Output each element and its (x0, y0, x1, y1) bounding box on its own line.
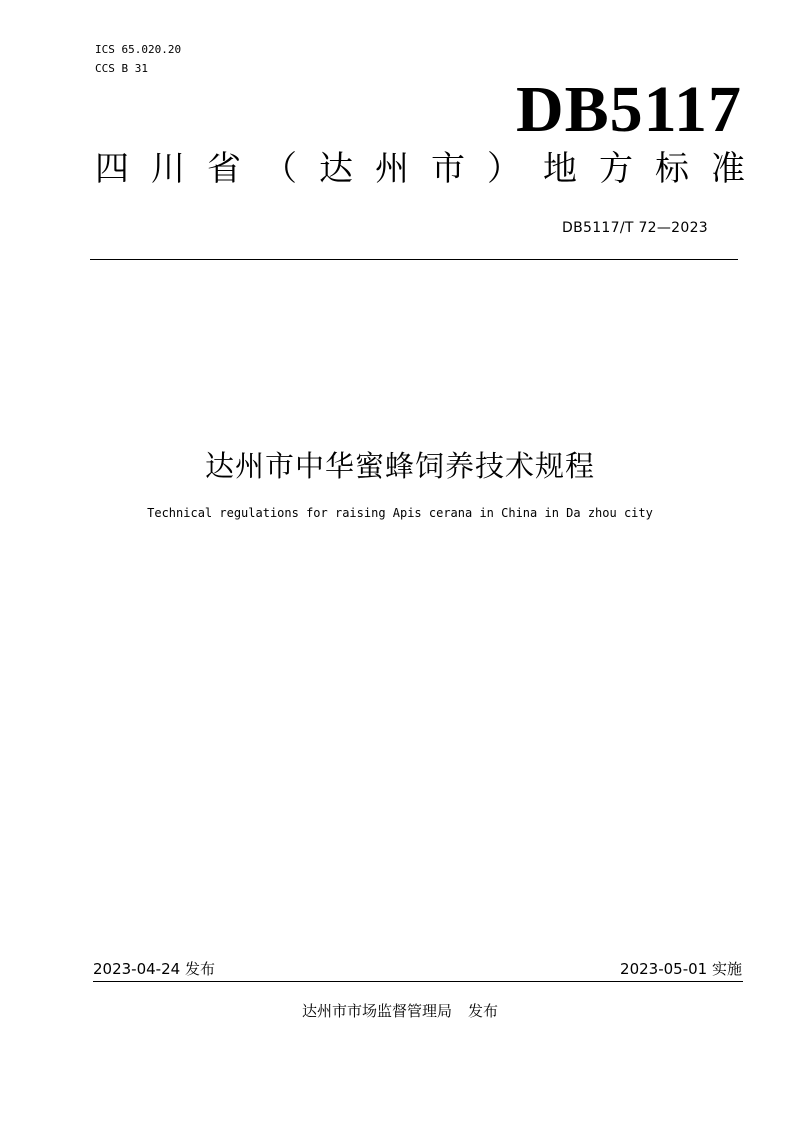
issuer-line (0, 1000, 800, 1022)
title-char: 川 (151, 149, 185, 189)
issuer-name: 达州市市场监督管理局 (301, 1002, 452, 1020)
standard-category-title (95, 146, 745, 192)
title-char: ） (487, 149, 521, 189)
publish-date: 2023-04-24 发布 (93, 960, 215, 978)
document-subtitle: Technical regulations for raising Apis cerana in China in Da zhou city (147, 506, 653, 520)
title-char: 四 (95, 149, 129, 189)
db-logo: DB5117 (515, 73, 742, 146)
title-char: 标 (655, 149, 689, 189)
title-char: 州 (375, 149, 409, 189)
title-char: 准 (711, 149, 745, 189)
standard-number: DB5117/T 72—2023 (562, 220, 708, 236)
title-char: 市 (431, 149, 465, 189)
bottom-divider (93, 981, 743, 982)
document-title: 达州市中华蜜蜂饲养技术规程 (204, 449, 595, 483)
title-char: 方 (599, 149, 633, 189)
ics-code: ICS 65.020.20 (95, 43, 182, 56)
title-char: （ (263, 149, 297, 189)
ccs-code: CCS B 31 (95, 62, 148, 75)
effective-date: 2023-05-01 实施 (620, 960, 742, 978)
title-char: 省 (207, 149, 241, 189)
title-char: 地 (543, 149, 577, 189)
top-divider (90, 259, 738, 260)
title-char: 达 (319, 149, 353, 189)
issuer-action: 发布 (468, 1002, 499, 1020)
